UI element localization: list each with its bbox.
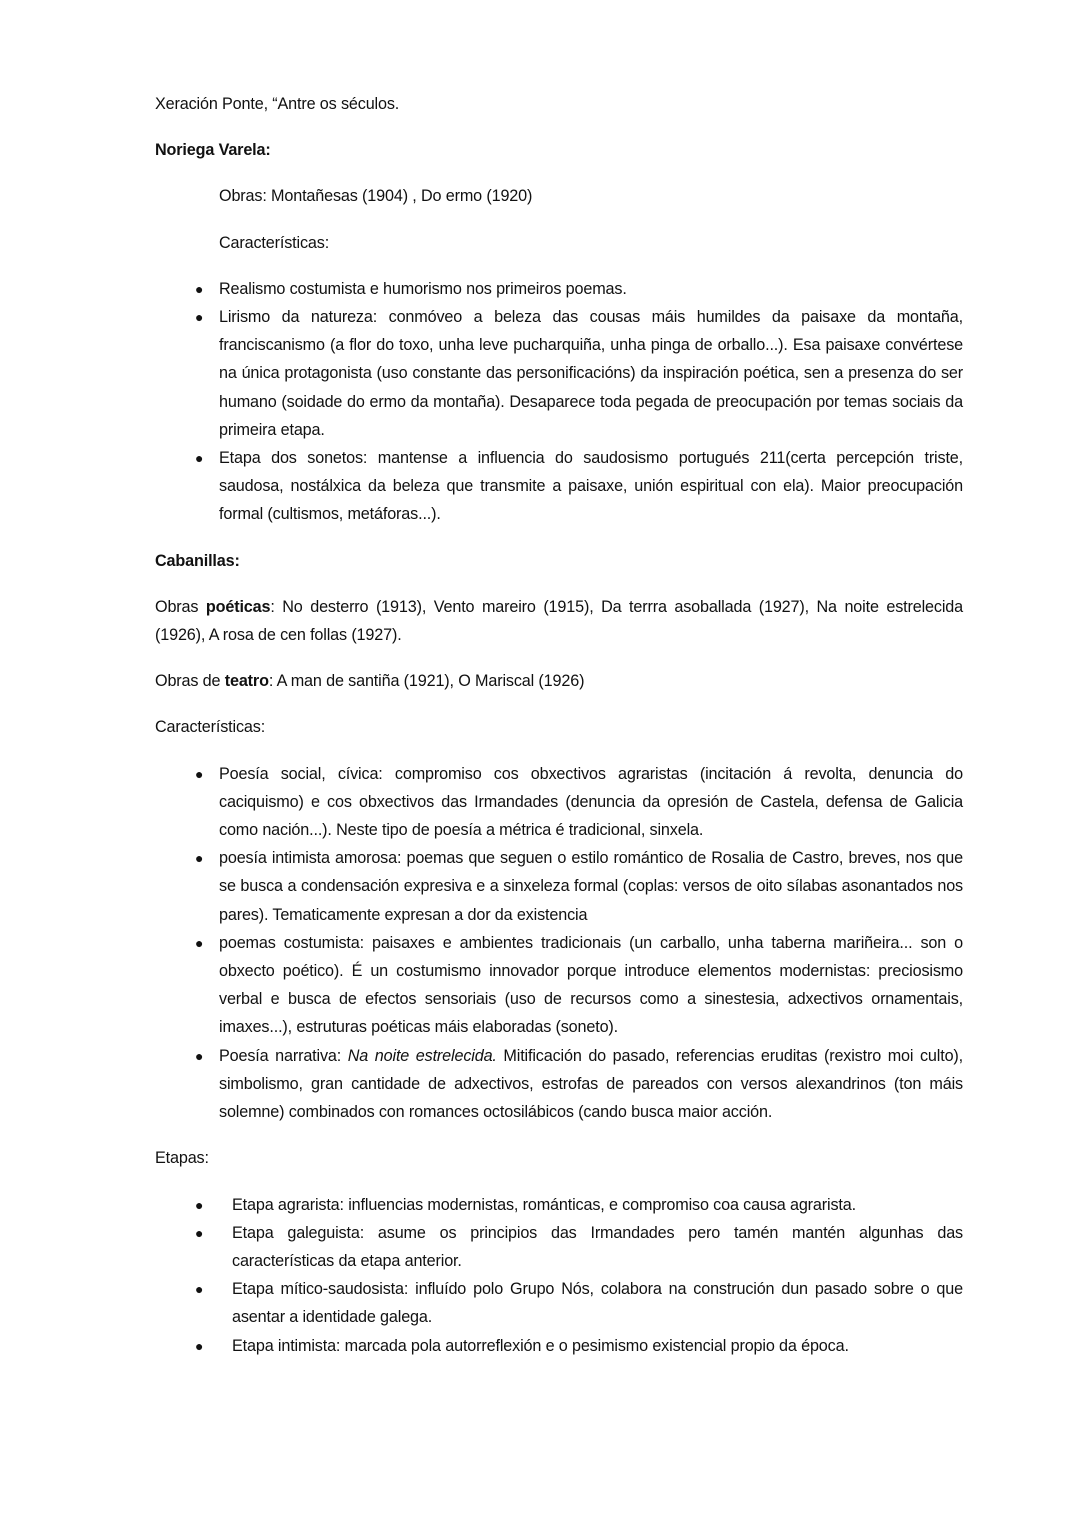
list-item: ● poemas costumista: paisaxes e ambientes tradicionais (un carballo, unha taberna mariñeira... son o obxecto poético). É un costumismo innovador porque introduce elementos modernistas: preciosismo verbal e busca de efectos sensoriais (uso de recursos como a sinestesia, adxectivos ornamentais, imaxes...), estruturas poéticas máis elaboradas (soneto).: [155, 929, 963, 1042]
bullet-icon: ●: [195, 309, 204, 326]
list-item: ● Lirismo da natureza: conmóveo a beleza das cousas máis humildes da paisaxe da montaña, franciscanismo (a flor do toxo, unha leve pucharquiña, unha pinga de orballo...). Esa paisaxe convértese na única protagonista (uso constante das personificacións) da inspiración poética, sen a presenza do ser humano (soidade do ermo da montaña). Desaparece toda pegada de preocupación por temas sociais da primeira etapa.: [155, 303, 963, 444]
etapas-label: Etapas:: [155, 1149, 209, 1168]
cabanillas-heading: Cabanillas:: [155, 551, 240, 570]
bullet-icon: ●: [195, 1224, 204, 1241]
bullet-icon: ●: [195, 765, 204, 782]
bullet-icon: ●: [195, 280, 204, 297]
list-item: ● Etapa agrarista: influencias modernistas, románticas, e compromiso coa causa agrarista.: [155, 1191, 963, 1219]
bullet-icon: ●: [195, 850, 204, 867]
noriega-characteristics-list: [155, 275, 963, 529]
cabanillas-caracteristicas-label: Características:: [155, 718, 266, 737]
noriega-obras: Obras: Montañesas (1904) , Do ermo (1920): [219, 187, 533, 206]
noriega-caracteristicas-label: Características:: [219, 233, 330, 252]
intro-line: Xeración Ponte, “Antre os séculos.: [155, 95, 400, 113]
cabanillas-obras-teatro: Obras de teatro: A man de santiña (1921), O Mariscal (1926): [155, 672, 585, 691]
noriega-heading: Noriega Varela:: [155, 141, 271, 160]
cabanillas-obras-poeticas: Obras poéticas: No desterro (1913), Vento mareiro (1915), Da terrra asoballada (1927), Na noite estrelecida (1926), A rosa de cen follas (1927).: [155, 597, 963, 645]
list-item: ● Etapa mítico-saudosista: influído polo Grupo Nós, colabora na construción dun pasado sobre o que asentar a identidade galega.: [155, 1275, 963, 1331]
bullet-icon: ●: [195, 1196, 204, 1213]
etapas-list: [155, 1191, 963, 1360]
list-item: ● Etapa intimista: marcada pola autorreflexión e o pesimismo existencial propio da época.: [155, 1332, 963, 1360]
list-item: ● Etapa dos sonetos: mantense a influencia do saudosismo portugués 211(certa percepción triste, saudosa, nostálxica da beleza que transmite a paisaxe, unión espiritual con ela). Maior preocupación formal (cultismos, metáforas...).: [155, 444, 963, 529]
bullet-icon: ●: [195, 934, 204, 951]
bullet-icon: ●: [195, 1281, 204, 1298]
list-item: ● Poesía social, cívica: compromiso cos obxectivos agraristas (incitación á revolta, denuncia do caciquismo) e cos obxectivos das Irmandades (denuncia da opresión de Castela, defensa de Galicia como nación...). Neste tipo de poesía a métrica é tradicional, sinxela.: [155, 760, 963, 845]
list-item: ● Realismo costumista e humorismo nos primeiros poemas.: [155, 275, 963, 303]
bullet-icon: ●: [195, 1337, 204, 1354]
document-page: [155, 90, 963, 1378]
list-item: ● Poesía narrativa: Na noite estrelecida. Mitificación do pasado, referencias eruditas (rexistro moi culto), simbolismo, gran cantidade de adxectivos, estrofas de pareados con versos alexandrinos (ton máis solemne) combinados con romances octosilábicos (cando busca maior acción.: [155, 1042, 963, 1127]
bullet-icon: ●: [195, 450, 204, 467]
list-item: ● poesía intimista amorosa: poemas que seguen o estilo romántico de Rosalia de Castro, breves, nos que se busca a condensación expresiva e a sinxeleza formal (coplas: versos de oito sílabas asonantados nos pares). Tematicamente expresan a dor da existencia: [155, 844, 963, 929]
bullet-icon: ●: [195, 1047, 204, 1064]
cabanillas-characteristics-list: [155, 760, 963, 1127]
list-item: ● Etapa galeguista: asume os principios das Irmandades pero tamén mantén algunhas das características da etapa anterior.: [155, 1219, 963, 1275]
